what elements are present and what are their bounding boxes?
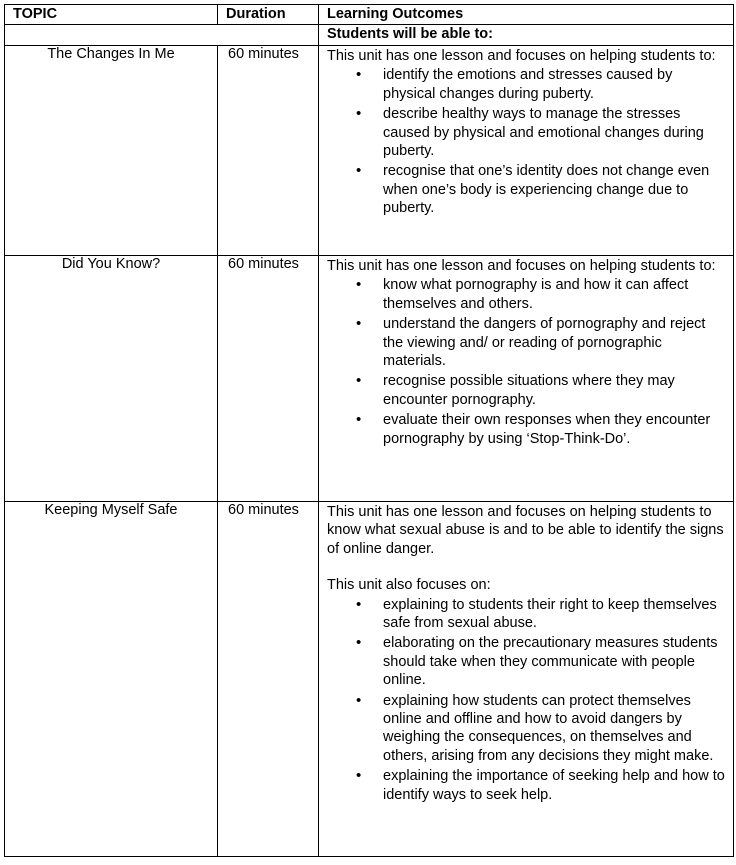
outcomes-intro-secondary: This unit also focuses on: xyxy=(327,577,491,594)
outcomes-intro: This unit has one lesson and focuses on helping students to: xyxy=(327,48,716,64)
list-item: • evaluate their own responses when they encounter pornography by using ‘Stop-Think-Do’. xyxy=(383,411,727,448)
header-row xyxy=(5,5,734,25)
list-item: • elaborating on the precautionary measures students should take when they communicate with people online. xyxy=(383,634,727,689)
list-item: • describe healthy ways to manage the stresses caused by physical and emotional changes during puberty. xyxy=(383,105,727,160)
outcomes-intro: This unit has one lesson and focuses on helping students to: xyxy=(327,258,716,274)
list-item: • explaining to students their right to keep themselves safe from sexual abuse. xyxy=(383,596,727,633)
list-item: • recognise possible situations where they may encounter pornography. xyxy=(383,372,727,409)
topic-cell: Keeping Myself Safe xyxy=(5,502,218,857)
table-row xyxy=(5,256,734,502)
outcomes-cell xyxy=(319,256,734,502)
list-item: • know what pornography is and how it can affect themselves and others. xyxy=(383,276,727,313)
list-item: • recognise that one’s identity does not change even when one’s body is experiencing change due to puberty. xyxy=(383,162,727,217)
duration-cell: 60 minutes xyxy=(218,502,319,857)
duration-cell: 60 minutes xyxy=(218,256,319,502)
list-item: • understand the dangers of pornography and reject the viewing and/ or reading of pornographic materials. xyxy=(383,315,727,370)
table-row xyxy=(5,46,734,256)
learning-outcomes-table xyxy=(4,4,734,857)
list-item: • explaining how students can protect themselves online and offline and how to avoid dangers by weighing the consequences, on themselves and others, arising from any decisions they might make. xyxy=(383,692,727,766)
topic-cell: Did You Know? xyxy=(5,256,218,502)
outcomes-cell xyxy=(319,502,734,857)
outcomes-list xyxy=(327,596,727,804)
topic-cell: The Changes In Me xyxy=(5,46,218,256)
outcomes-list xyxy=(327,276,727,448)
subheader-row xyxy=(5,25,734,46)
list-item: • identify the emotions and stresses caused by physical changes during puberty. xyxy=(383,66,727,103)
duration-cell: 60 minutes xyxy=(218,46,319,256)
outcomes-cell xyxy=(319,46,734,256)
table-row xyxy=(5,502,734,857)
list-item: • explaining the importance of seeking help and how to identify ways to seek help. xyxy=(383,767,727,804)
header-topic: TOPIC xyxy=(5,5,218,25)
subheader-empty-cell xyxy=(5,25,319,46)
outcomes-list xyxy=(327,66,727,217)
header-learning-outcomes: Learning Outcomes xyxy=(319,5,734,25)
subheader-students-able: Students will be able to: xyxy=(319,25,734,46)
header-duration: Duration xyxy=(218,5,319,25)
outcomes-intro: This unit has one lesson and focuses on helping students to know what sexual abuse is and to be able to identify the signs of online danger. xyxy=(327,504,724,557)
